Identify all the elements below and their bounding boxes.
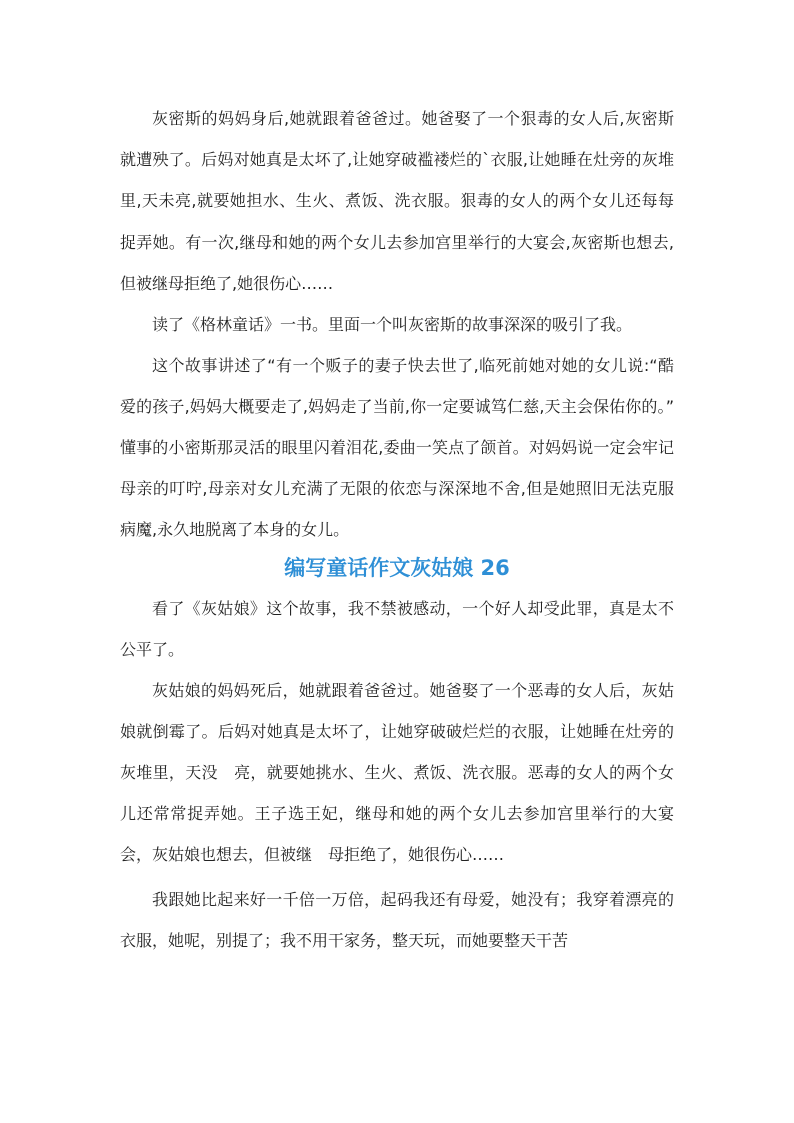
paragraph-5: 灰姑娘的妈妈死后，她就跟着爸爸过。她爸娶了一个恶毒的女人后，灰姑娘就倒霉了。后妈对她真是太坏了，让她穿破破烂烂的衣服，让她睡在灶旁的灰堆里，天没 亮，就要她挑水、生火、煮饭、洗衣服。恶毒的女人的两个女儿还常常捉弄她。王子选王妃，继母和她的两个女儿去参加宫里举行的大宴会，灰姑娘也想去，但被继 母拒绝了，她很伤心…… [120, 681, 674, 865]
paragraph-6: 我跟她比起来好一千倍一万倍，起码我还有母爱，她没有；我穿着漂亮的衣服，她呢，别提了；我不用干家务，整天玩，而她要整天干苦 [120, 890, 674, 951]
paragraph-3: 这个故事讲述了“有一个贩子的妻子快去世了,临死前她对她的女儿说:“酷爱的孩子,妈妈大概要走了,妈妈走了当前,你一定要诚笃仁慈,天主会保佑你的。” 懂事的小密斯那灵活的眼里闪着泪花,委曲一笑点了颌首。对妈妈说一定会牢记母亲的叮咛,母亲对女儿充满了无限的依恋与深深地不舍,但是她照旧无法克服病魔,永久地脱离了本身的女儿。 [120, 356, 674, 540]
paragraph-1: 灰密斯的妈妈身后,她就跟着爸爸过。她爸娶了一个狠毒的女人后,灰密斯就遭殃了。后妈对她真是太坏了,让她穿破褴褛烂的`衣服,让她睡在灶旁的灰堆里,天未亮,就要她担水、生火、煮饭、洗衣服。狠毒的女人的两个女儿还每每捉弄她。有一次,继母和她的两个女儿去参加宫里举行的大宴会,灰密斯也想去,但被继母拒绝了,她很伤心…… [120, 109, 674, 293]
paragraph-4: 看了《灰姑娘》这个故事，我不禁被感动，一个好人却受此罪，真是太不公平了。 [120, 599, 674, 660]
section-heading: 编写童话作文灰姑娘 26 [284, 556, 510, 581]
document-body [120, 98, 674, 961]
paragraph-2: 读了《格林童话》一书。里面一个叫灰密斯的故事深深的吸引了我。 [152, 315, 633, 335]
